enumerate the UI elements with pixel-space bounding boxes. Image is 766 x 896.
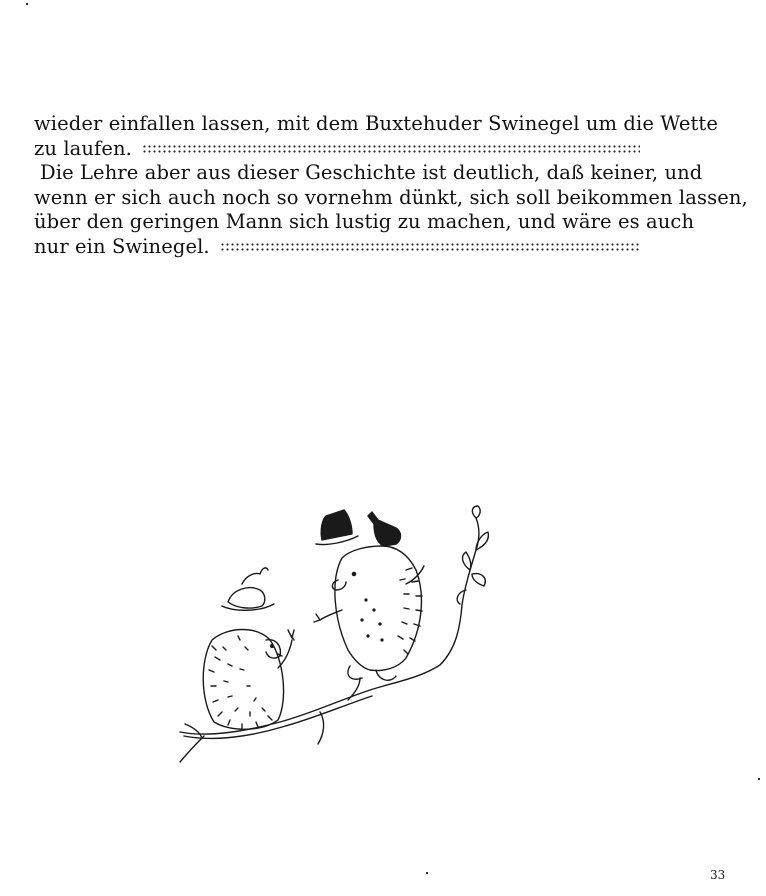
text-line — [34, 112, 718, 137]
hedgehog-left — [203, 568, 294, 729]
top-hat — [321, 510, 352, 540]
bottle — [368, 512, 401, 546]
print-speck — [426, 872, 428, 874]
page-number: 33 — [710, 868, 726, 882]
print-speck — [26, 3, 28, 5]
text-line — [34, 161, 703, 186]
text-line — [34, 210, 695, 235]
text-line — [34, 137, 640, 162]
text-line — [34, 235, 640, 260]
text-line-2: zu laufen. — [34, 136, 132, 160]
line-filler-ornament — [142, 144, 640, 154]
text-line — [34, 185, 748, 211]
body-text — [34, 112, 748, 259]
text-line-5: über den geringen Mann sich lustig zu machen, und wäre es auch — [34, 210, 695, 233]
two-hedgehogs-on-branch-illustration — [170, 500, 510, 775]
print-speck — [758, 778, 760, 780]
hedgehog-right — [314, 510, 424, 680]
text-line-1: wieder einfallen lassen, mit dem Buxtehuder Swinegel um die Wette — [34, 112, 718, 135]
text-line-3: Die Lehre aber aus dieser Geschichte ist deutlich, daß keiner, und — [40, 161, 703, 184]
text-line-6: nur ein Swinegel. — [34, 234, 210, 258]
text-line-4: wenn er sich auch noch so vornehm dünkt, sich soll beikommen lassen, — [34, 185, 748, 209]
line-filler-ornament — [220, 242, 640, 252]
